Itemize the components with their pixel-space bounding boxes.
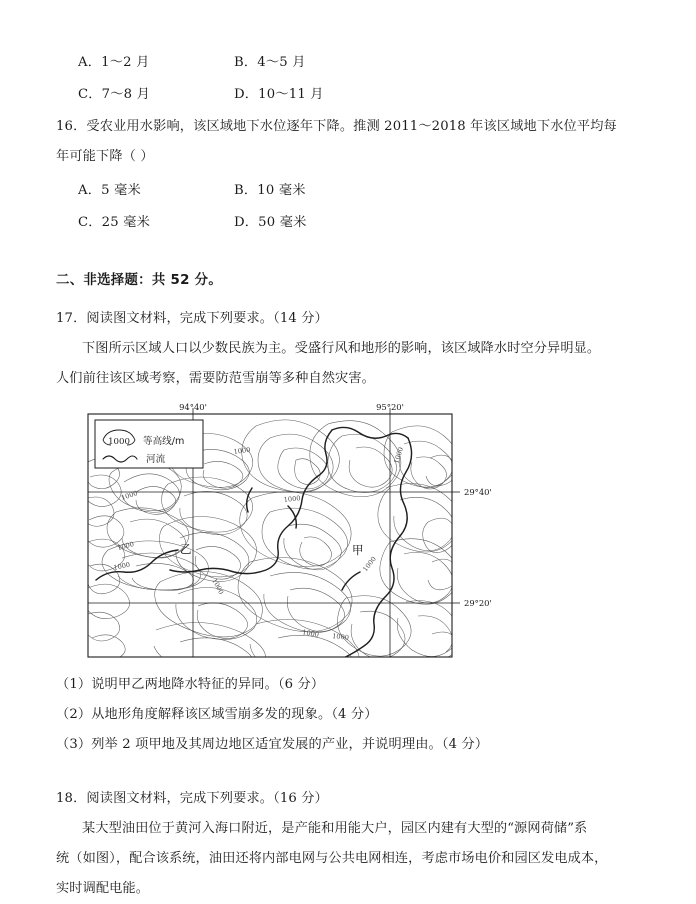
option-a: A．1～2 月	[78, 54, 150, 70]
topographic-map-svg	[56, 402, 656, 670]
question-18-material-line-3: 实时调配电能。	[56, 881, 150, 896]
svg-text:1000: 1000	[120, 489, 139, 502]
question-18-stem: 18．阅读图文材料，完成下列要求。（16 分）	[56, 791, 328, 806]
latitude-label-29-40: 29°40'	[464, 487, 492, 497]
svg-text:1000: 1000	[112, 560, 131, 572]
map-marker-jia: 甲	[352, 543, 364, 557]
legend-river-label: 河流	[146, 454, 166, 465]
question-17-material-line-2: 人们前往该区域考察，需要防范雪崩等多种自然灾害。	[56, 371, 375, 386]
q16-option-a: A．5 毫米	[78, 182, 141, 198]
option-row-ab	[56, 44, 656, 76]
section-two-heading: 二、非选择题：共 52 分。	[56, 273, 223, 288]
legend-contour-label: 等高线/m	[143, 436, 185, 447]
question-18-material-line-1: 某大型油田位于黄河入海口附近，是产能和用能大户，园区内建有大型的“源网荷储”系	[82, 821, 588, 836]
question-17-material-line-1: 下图所示区域人口以少数民族为主。受盛行风和地形的影响，该区域降水时空分异明显。	[82, 341, 601, 356]
option-d: D．10～11 月	[234, 86, 324, 102]
question-17-sub-2: （2）从地形角度解释该区域雪崩多发的现象。（4 分）	[56, 707, 378, 722]
question-17-stem: 17．阅读图文材料，完成下列要求。（14 分）	[56, 311, 328, 326]
map-marker-yi: 乙	[180, 542, 192, 556]
q16-option-row-ab	[56, 172, 656, 204]
longitude-label-94-40: 94°40'	[179, 402, 207, 412]
svg-text:1000: 1000	[361, 555, 378, 574]
question-17-sub-3: （3）列举 2 项甲地及其周边地区适宜发展的产业，并说明理由。（4 分）	[56, 737, 489, 752]
svg-text:1000: 1000	[331, 632, 350, 642]
svg-text:1000: 1000	[283, 494, 301, 504]
svg-text:1000: 1000	[392, 446, 406, 465]
q16-option-b: B．10 毫米	[234, 182, 306, 198]
option-row-cd	[56, 76, 656, 108]
question-17-figure	[56, 402, 656, 670]
svg-text:1000: 1000	[116, 540, 135, 552]
svg-text:1000: 1000	[210, 577, 226, 596]
latitude-label-29-20: 29°20'	[464, 598, 492, 608]
option-b: B．4～5 月	[234, 54, 306, 70]
question-17-sub-1: （1）说明甲乙两地降水特征的异同。（6 分）	[56, 677, 325, 692]
q16-option-c: C．25 毫米	[78, 214, 151, 230]
page-content	[56, 44, 656, 904]
q16-option-row-cd	[56, 204, 656, 236]
option-c: C．7～8 月	[78, 86, 151, 102]
question-16-line-1: 16．受农业用水影响，该区域地下水位逐年下降。推测 2011～2018 年该区域地下水位平均每	[56, 119, 617, 134]
map-legend	[95, 420, 203, 468]
longitude-label-95-20: 95°20'	[376, 402, 404, 412]
legend-contour-value: 1000	[108, 437, 130, 447]
question-18-material-line-2: 统（如图），配合该系统，油田还将内部电网与公共电网相连，考虑市场电价和园区发电成本，	[56, 851, 608, 866]
svg-text:1000: 1000	[233, 445, 251, 456]
question-16-line-2: 年可能下降（ ）	[56, 149, 154, 164]
q16-option-d: D．50 毫米	[234, 214, 307, 230]
svg-text:1000: 1000	[301, 628, 320, 639]
